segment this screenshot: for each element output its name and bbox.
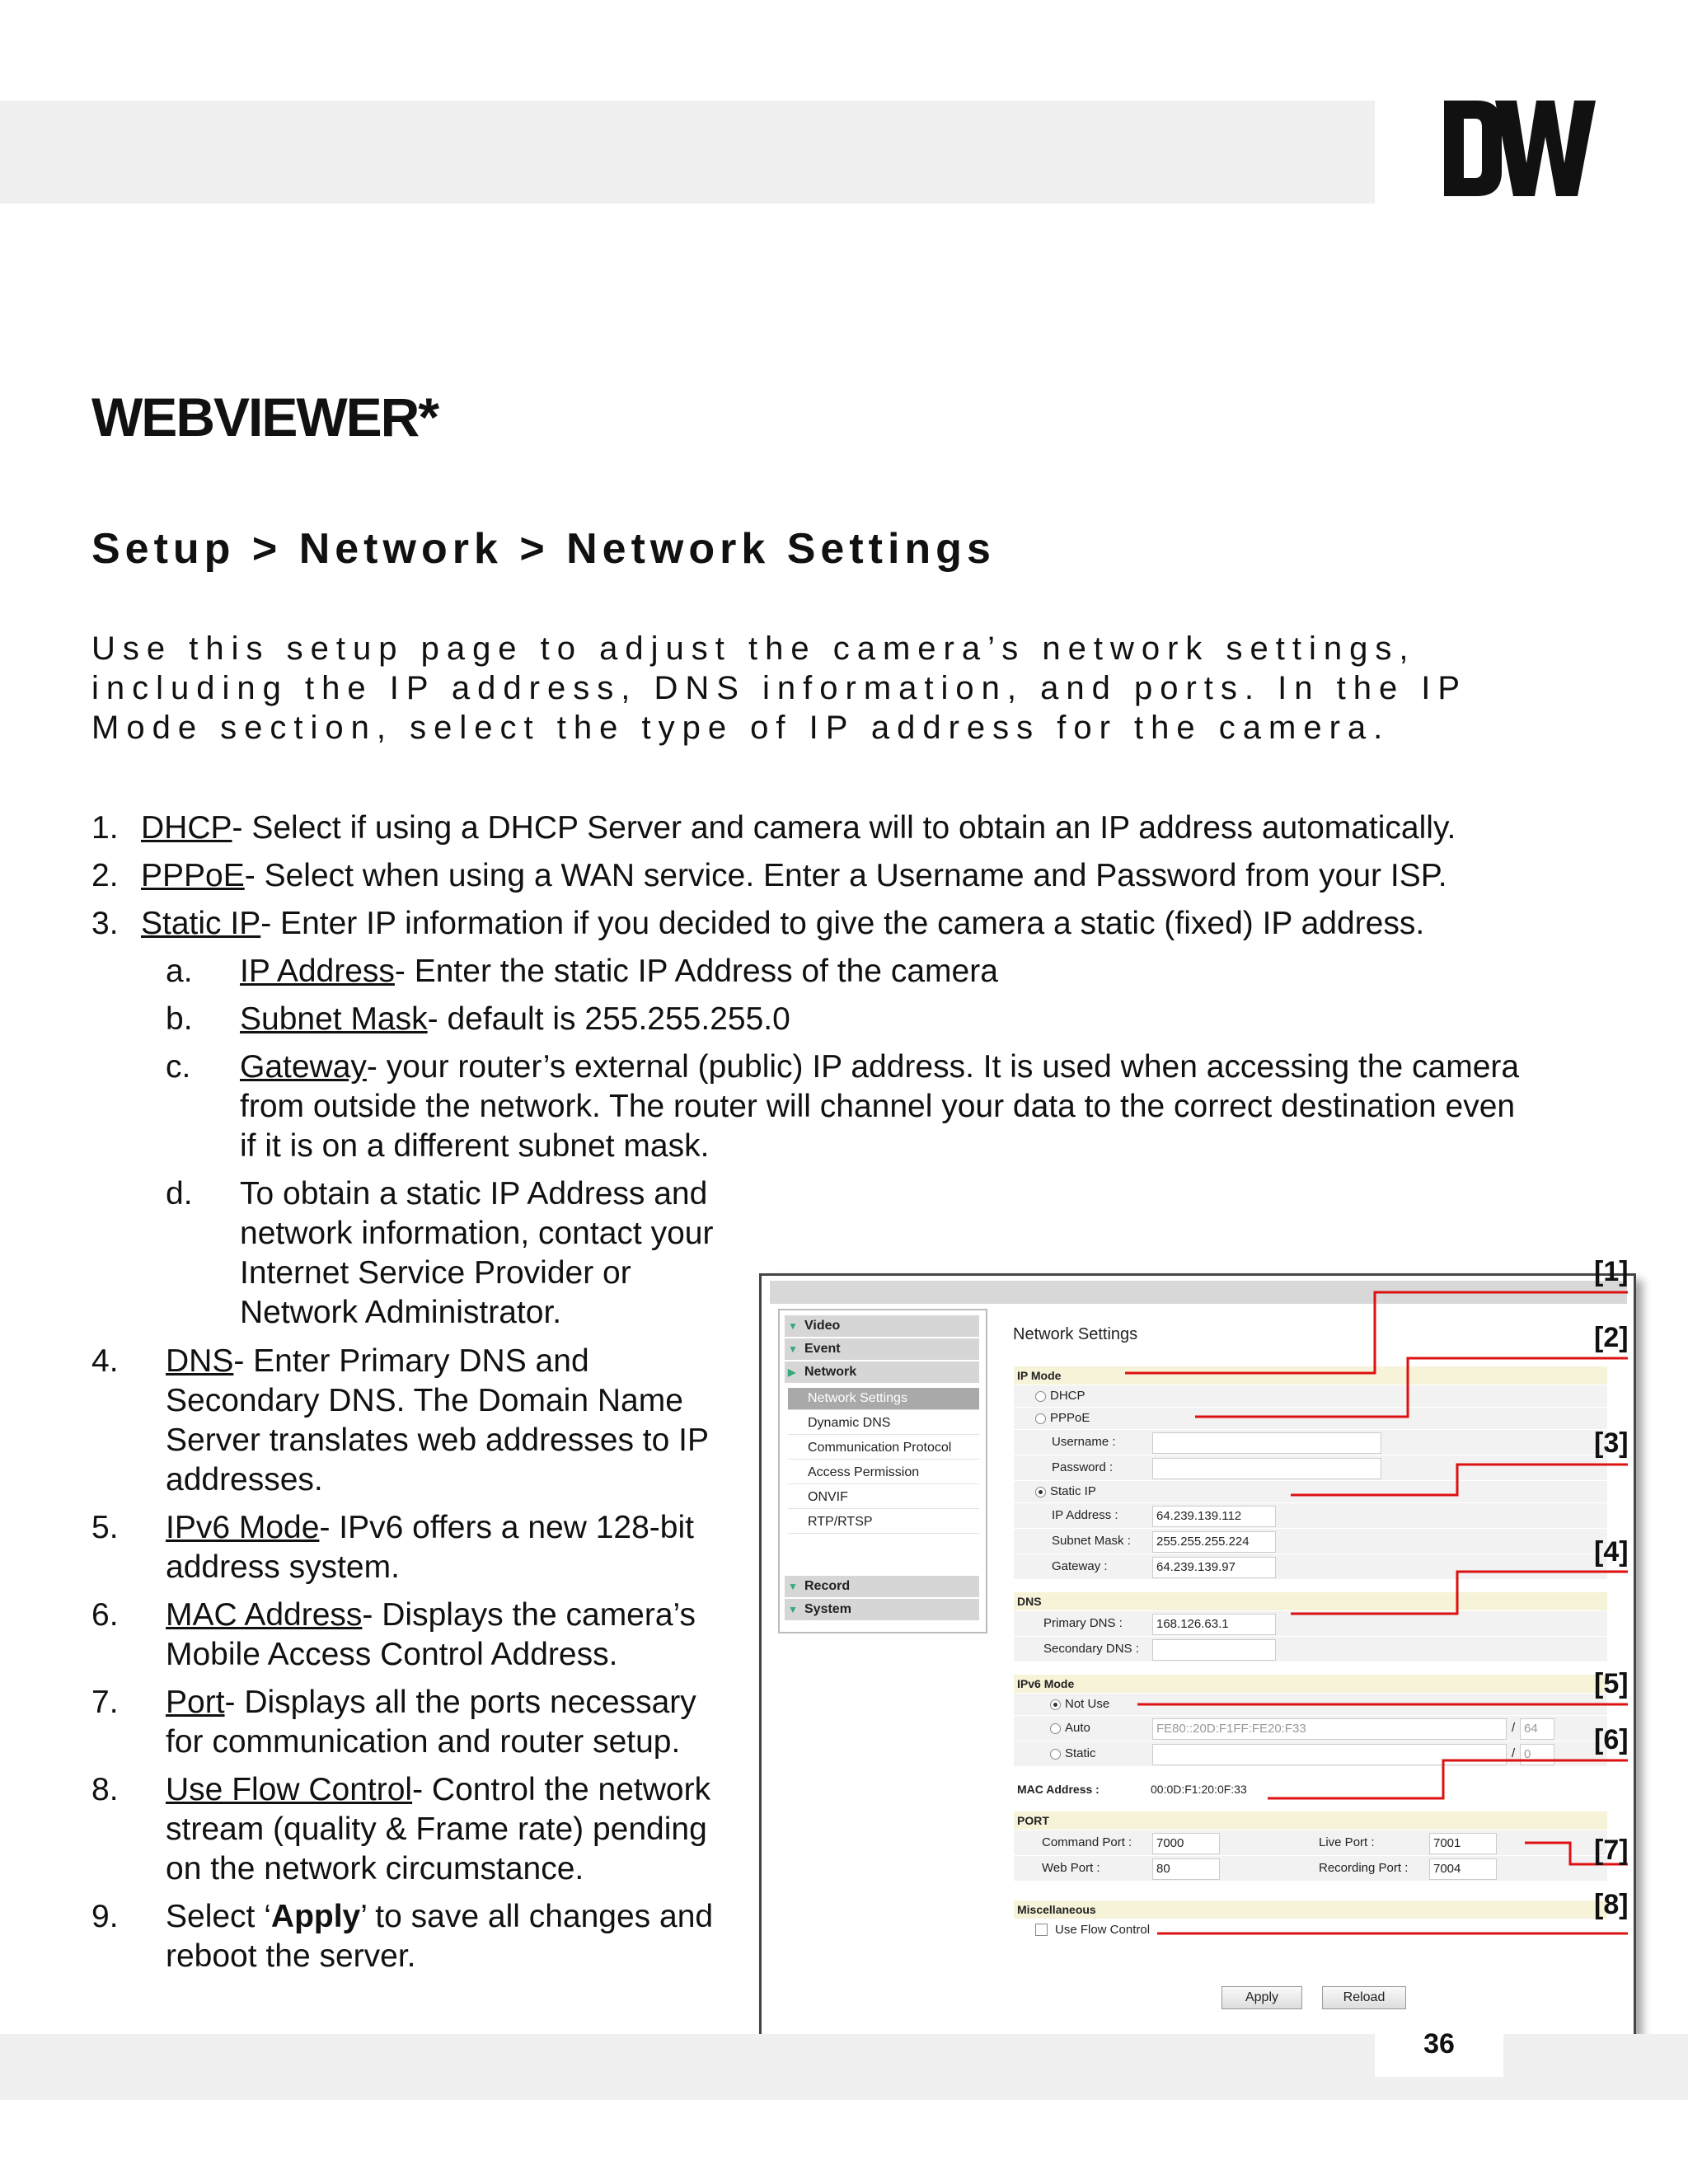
- callout-1: [1]: [1594, 1256, 1629, 1287]
- callout-5: [5]: [1594, 1668, 1629, 1699]
- static-ip-radio[interactable]: [1035, 1487, 1046, 1497]
- callout-4: [4]: [1594, 1536, 1629, 1568]
- apply-button[interactable]: Apply: [1221, 1986, 1302, 2009]
- chevron-down-icon: ▼: [788, 1604, 798, 1615]
- term-ip-address: IP Address: [240, 954, 395, 989]
- menu-item-communication-protocol[interactable]: Communication Protocol: [788, 1437, 979, 1460]
- menu-item-network-settings[interactable]: Network Settings: [788, 1388, 979, 1410]
- ipv6-auto-prefix-field[interactable]: 64: [1520, 1718, 1554, 1740]
- chevron-down-icon: ▼: [788, 1343, 798, 1355]
- page-number: 36: [1375, 2011, 1503, 2077]
- live-port-field[interactable]: 7001: [1429, 1833, 1497, 1854]
- term-gateway: Gateway: [240, 1049, 367, 1085]
- instructions-list: 1. DHCP- Select if using a DHCP Server and camera will to obtain an IP address automatically. 2. PPPoE- Select when using a WAN service. Enter a Username and Password from your ISP. 3. Static IP- Enter IP information if you decided to give the camera a static (fixed) IP address. a. IP Address- Enter the static IP Address of the camera b. Subnet Mask- default is 255.255.255.0 c. Gateway- your router’s external (public) IP address. It is used when accessing the camera from outside the network. The router will channel your data to the correct destination even if it is on a different subnet mask. d. To obtain a static IP Address and network information, contact your Internet Service Provider or Network Administrator. 4. DNS- Enter Primary DNS and Secondary DNS. The Domain Name Server translates web addresses to IP addresses. 5. IPv6 Mode- IPv6 offers a new 128-bit address system. 6. MAC Address- Displays the camera’s Mobile Access Control Address. 7. Port- Displays all the ports necessary for communication and router setup. 8. Use Flow Control- Control the network stream (quality & Frame rate) pending on the network circumstance. 9. Select ‘Apply’ to save all changes and reboot the server.: [91, 810, 1520, 1974]
- port-row-2: Web Port : 80 Recording Port : 7004: [1014, 1856, 1607, 1882]
- ip-address-row: IP Address : 64.239.139.112: [1014, 1503, 1607, 1529]
- secondary-dns-field[interactable]: [1152, 1639, 1276, 1661]
- term-mac-address: MAC Address: [166, 1597, 363, 1633]
- subnet-mask-field[interactable]: 255.255.255.224: [1152, 1531, 1276, 1553]
- dhcp-radio[interactable]: [1035, 1391, 1046, 1402]
- command-port-field[interactable]: 7000: [1152, 1833, 1220, 1854]
- primary-dns-row: Primary DNS : 168.126.63.1: [1014, 1611, 1607, 1637]
- menu-group-system[interactable]: ▼ System: [785, 1599, 979, 1620]
- dw-logo: [1444, 97, 1596, 199]
- term-ipv6-mode: IPv6 Mode: [166, 1510, 320, 1545]
- ipv6-static-prefix-field[interactable]: 0: [1520, 1744, 1554, 1765]
- intro-paragraph: Use this setup page to adjust the camera’s network settings, including the IP address, DNS information, and ports. In the IP Mode section, select the type of IP address for the camera.: [91, 630, 1467, 746]
- flow-control-row: Use Flow Control: [1014, 1919, 1607, 1942]
- primary-dns-field[interactable]: 168.126.63.1: [1152, 1614, 1276, 1635]
- term-subnet-mask: Subnet Mask: [240, 1001, 428, 1037]
- setup-menu: [778, 1309, 987, 1633]
- gateway-row: Gateway : 64.239.139.97: [1014, 1554, 1607, 1580]
- callout-2: [2]: [1594, 1322, 1629, 1353]
- dhcp-row: DHCP: [1014, 1385, 1607, 1408]
- dns-header: DNS: [1014, 1592, 1607, 1610]
- ipv6-static-radio[interactable]: [1050, 1749, 1061, 1760]
- section-title: Setup > Network > Network Settings: [91, 525, 996, 573]
- username-row: Username :: [1014, 1430, 1607, 1455]
- term-dhcp: DHCP: [141, 810, 232, 846]
- callout-8: [8]: [1594, 1889, 1629, 1920]
- term-dns: DNS: [166, 1343, 234, 1379]
- settings-title: Network Settings: [1013, 1325, 1138, 1343]
- header-band: [0, 101, 1375, 204]
- menu-group-network[interactable]: ▶ Network: [785, 1361, 979, 1383]
- port-header: PORT: [1014, 1811, 1607, 1830]
- ipv6-auto-row: Auto FE80::20D:F1FF:FE20:F33 / 64: [1014, 1716, 1607, 1741]
- callout-6: [6]: [1594, 1724, 1629, 1755]
- menu-item-rtp-rtsp[interactable]: RTP/RTSP: [788, 1511, 979, 1534]
- ipv6-not-use-row: Not Use: [1014, 1694, 1607, 1716]
- secondary-dns-row: Secondary DNS :: [1014, 1637, 1607, 1662]
- ipv6-static-address-field[interactable]: [1152, 1744, 1507, 1765]
- recording-port-field[interactable]: 7004: [1429, 1858, 1497, 1880]
- window-titlebar: [770, 1281, 1627, 1304]
- page-title: WEBVIEWER*: [91, 387, 438, 448]
- term-apply: Apply: [270, 1899, 361, 1934]
- term-static-ip: Static IP: [141, 906, 261, 941]
- menu-group-event[interactable]: ▼ Event: [785, 1338, 979, 1360]
- network-settings-screenshot: [759, 1273, 1636, 2036]
- ipv6-auto-radio[interactable]: [1050, 1723, 1061, 1734]
- gateway-field[interactable]: 64.239.139.97: [1152, 1557, 1276, 1578]
- use-flow-control-checkbox[interactable]: [1035, 1924, 1048, 1936]
- port-row-1: Command Port : 7000 Live Port : 7001: [1014, 1830, 1607, 1856]
- static-ip-row: Static IP: [1014, 1481, 1607, 1503]
- menu-item-onvif[interactable]: ONVIF: [788, 1487, 979, 1509]
- web-port-field[interactable]: 80: [1152, 1858, 1220, 1880]
- ip-mode-header: IP Mode: [1014, 1366, 1607, 1385]
- mac-address-row: MAC Address : 00:0D:F1:20:0F:33: [1014, 1780, 1607, 1798]
- term-pppoe: PPPoE: [141, 858, 245, 893]
- reload-button[interactable]: Reload: [1322, 1986, 1406, 2009]
- pppoe-radio[interactable]: [1035, 1413, 1046, 1424]
- menu-item-dynamic-dns[interactable]: Dynamic DNS: [788, 1413, 979, 1435]
- menu-group-record[interactable]: ▼ Record: [785, 1576, 979, 1597]
- password-row: Password :: [1014, 1455, 1607, 1481]
- username-field[interactable]: [1152, 1432, 1381, 1454]
- password-field[interactable]: [1152, 1458, 1381, 1479]
- chevron-down-icon: ▼: [788, 1581, 798, 1592]
- ipv6-static-row: Static / 0: [1014, 1741, 1607, 1767]
- term-port: Port: [166, 1685, 225, 1720]
- chevron-down-icon: ▼: [788, 1320, 798, 1332]
- miscellaneous-header: Miscellaneous: [1014, 1900, 1607, 1919]
- term-use-flow-control: Use Flow Control: [166, 1772, 413, 1807]
- ipv6-mode-header: IPv6 Mode: [1014, 1675, 1607, 1693]
- ipv6-auto-address-field[interactable]: FE80::20D:F1FF:FE20:F33: [1152, 1718, 1507, 1740]
- chevron-right-icon: ▶: [788, 1366, 796, 1378]
- ip-address-field[interactable]: 64.239.139.112: [1152, 1506, 1276, 1527]
- callout-7: [7]: [1594, 1835, 1629, 1866]
- menu-group-video[interactable]: ▼ Video: [785, 1315, 979, 1337]
- callout-3: [3]: [1594, 1427, 1629, 1459]
- subnet-mask-row: Subnet Mask : 255.255.255.224: [1014, 1529, 1607, 1554]
- ipv6-not-use-radio[interactable]: [1050, 1699, 1061, 1710]
- pppoe-row: PPPoE: [1014, 1408, 1607, 1430]
- menu-item-access-permission[interactable]: Access Permission: [788, 1462, 979, 1484]
